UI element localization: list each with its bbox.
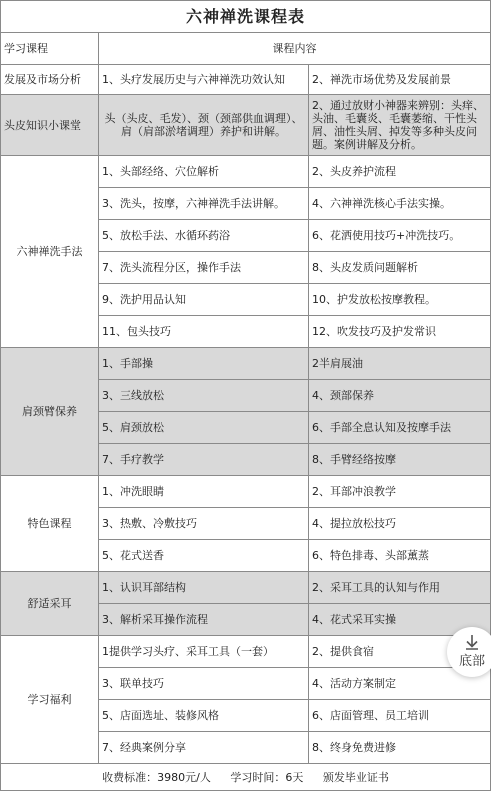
table-cell: 5、肩颈放松 xyxy=(99,412,309,444)
table-cell: 7、洗头流程分区，操作手法 xyxy=(99,252,309,284)
table-row xyxy=(1,156,491,188)
table-cell: 3、洗头，按摩，六神禅洗手法讲解。 xyxy=(99,188,309,220)
section-market: 发展及市场分析 xyxy=(1,65,99,95)
section-shoulder: 肩颈臂保养 xyxy=(1,348,99,476)
table-title: 六神禅洗课程表 xyxy=(1,1,491,33)
table-row xyxy=(1,572,491,604)
table-cell: 4、六神禅洗核心手法实操。 xyxy=(309,188,491,220)
header-content: 课程内容 xyxy=(99,33,491,65)
table-cell: 2半肩展油 xyxy=(309,348,491,380)
table-cell: 7、经典案例分享 xyxy=(99,732,309,764)
table-cell: 3、解析采耳操作流程 xyxy=(99,604,309,636)
table-cell: 3、热敷、冷敷技巧 xyxy=(99,508,309,540)
header-row xyxy=(1,33,491,65)
table-cell: 8、终身免费进修 xyxy=(309,732,491,764)
table-cell: 6、花洒使用技巧+冲洗技巧。 xyxy=(309,220,491,252)
table-cell: 2、耳部冲浪教学 xyxy=(309,476,491,508)
table-cell: 9、洗护用品认知 xyxy=(99,284,309,316)
market-row xyxy=(1,65,491,95)
table-cell: 12、吹发技巧及护发常识 xyxy=(309,316,491,348)
table-row xyxy=(1,348,491,380)
section-technique: 六神禅洗手法 xyxy=(1,156,99,348)
table-cell: 5、花式送香 xyxy=(99,540,309,572)
table-cell: 2、提供食宿 xyxy=(309,636,491,668)
table-cell: 1、手部操 xyxy=(99,348,309,380)
table-cell: 2、头皮养护流程 xyxy=(309,156,491,188)
scalp-item-2: 2、通过放财小神器来辨别：头痒、头油、毛囊炎、毛囊萎缩、干性头屑、油性头屑、掉发等多种头皮问题。案例讲解及分析。 xyxy=(309,95,491,156)
scalp-row xyxy=(1,95,491,156)
table-cell: 1、冲洗眼睛 xyxy=(99,476,309,508)
section-special: 特色课程 xyxy=(1,476,99,572)
scalp-item-1: 头（头皮、毛发）、颈（颈部供血调理）、肩（肩部淤堵调理）养护和讲解。 xyxy=(99,95,309,156)
table-cell: 7、手疗教学 xyxy=(99,444,309,476)
section-benefits: 学习福利 xyxy=(1,636,99,764)
table-cell: 1提供学习头疗、采耳工具（一套） xyxy=(99,636,309,668)
table-cell: 8、手臂经络按摩 xyxy=(309,444,491,476)
table-cell: 3、联单技巧 xyxy=(99,668,309,700)
table-cell: 4、颈部保养 xyxy=(309,380,491,412)
section-scalp: 头皮知识小课堂 xyxy=(1,95,99,156)
market-item-1: 1、头疗发展历史与六神禅洗功效认知 xyxy=(99,65,309,95)
certificate-text: 颁发毕业证书 xyxy=(322,770,389,784)
scroll-to-bottom-button[interactable] xyxy=(447,627,491,677)
header-course: 学习课程 xyxy=(1,33,99,65)
table-cell: 10、护发放松按摩教程。 xyxy=(309,284,491,316)
table-cell: 6、店面管理、员工培训 xyxy=(309,700,491,732)
table-cell: 5、放松手法、水循环药浴 xyxy=(99,220,309,252)
table-cell: 4、活动方案制定 xyxy=(309,668,491,700)
table-cell: 3、三线放松 xyxy=(99,380,309,412)
table-cell: 1、认识耳部结构 xyxy=(99,572,309,604)
table-row xyxy=(1,636,491,668)
table-cell: 6、手部全息认知及按摩手法 xyxy=(309,412,491,444)
title-row xyxy=(1,1,491,33)
scroll-to-bottom-label: 底部 xyxy=(458,654,485,669)
table-cell: 4、提拉放松技巧 xyxy=(309,508,491,540)
table-cell: 8、头皮发质问题解析 xyxy=(309,252,491,284)
arrow-down-icon xyxy=(447,634,491,654)
fee-text: 收费标准：3980元/人 xyxy=(102,770,211,784)
section-ear: 舒适采耳 xyxy=(1,572,99,636)
table-footer xyxy=(1,764,491,791)
table-cell: 11、包头技巧 xyxy=(99,316,309,348)
table-cell: 1、头部经络、穴位解析 xyxy=(99,156,309,188)
table-cell: 5、店面选址、装修风格 xyxy=(99,700,309,732)
footer-row xyxy=(1,764,491,791)
duration-text: 学习时间：6天 xyxy=(230,770,304,784)
market-item-2: 2、禅洗市场优势及发展前景 xyxy=(309,65,491,95)
table-cell: 6、特色排毒、头部薰蒸 xyxy=(309,540,491,572)
table-cell: 2、采耳工具的认知与作用 xyxy=(309,572,491,604)
table-row xyxy=(1,476,491,508)
table-cell: 4、花式采耳实操 xyxy=(309,604,491,636)
